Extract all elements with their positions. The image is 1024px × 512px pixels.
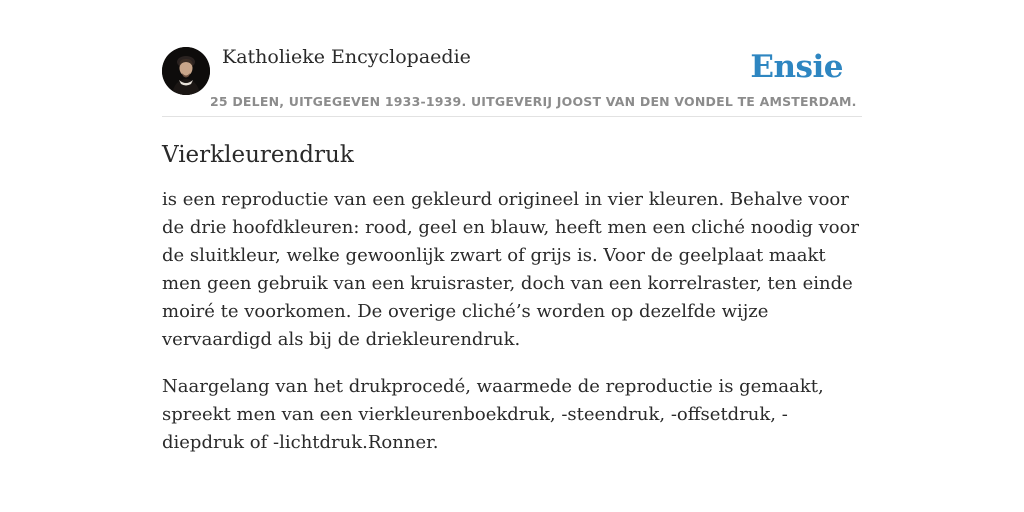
source-title[interactable]: Katholieke Encyclopaedie [222, 46, 471, 68]
source-subtitle: 25 DELEN, UITGEGEVEN 1933-1939. UITGEVERIJ JOOST VAN DEN VONDEL TE AMSTERDAM. [210, 94, 857, 109]
article-paragraph: Naargelang van het drukprocedé, waarmede de reproductie is gemaakt, spreekt men van een vierkleurenboekdruk, -steendruk, -offsetdruk, -diepdruk of -lichtdruk.Ronner. [162, 376, 824, 453]
article-paragraph: is een reproductie van een gekleurd origineel in vier kleuren. Behalve voor de drie hoofdkleuren: rood, geel en blauw, heeft men een cliché noodig voor de sluitkleur, welke gewoonlijk zwart of grijs is. Voor de geelplaat maakt men geen gebruik van een kruisraster, doch van een korrelraster, ten einde moiré te voorkomen. De overige cliché’s worden op dezelfde wijze vervaardigd als bij de driekleurendruk. [162, 189, 860, 350]
portrait-avatar-icon[interactable] [162, 47, 210, 95]
article [162, 138, 862, 476]
source-header [162, 44, 862, 117]
brand-logo[interactable]: Ensie [750, 49, 843, 85]
article-title: Vierkleurendruk [162, 142, 354, 168]
